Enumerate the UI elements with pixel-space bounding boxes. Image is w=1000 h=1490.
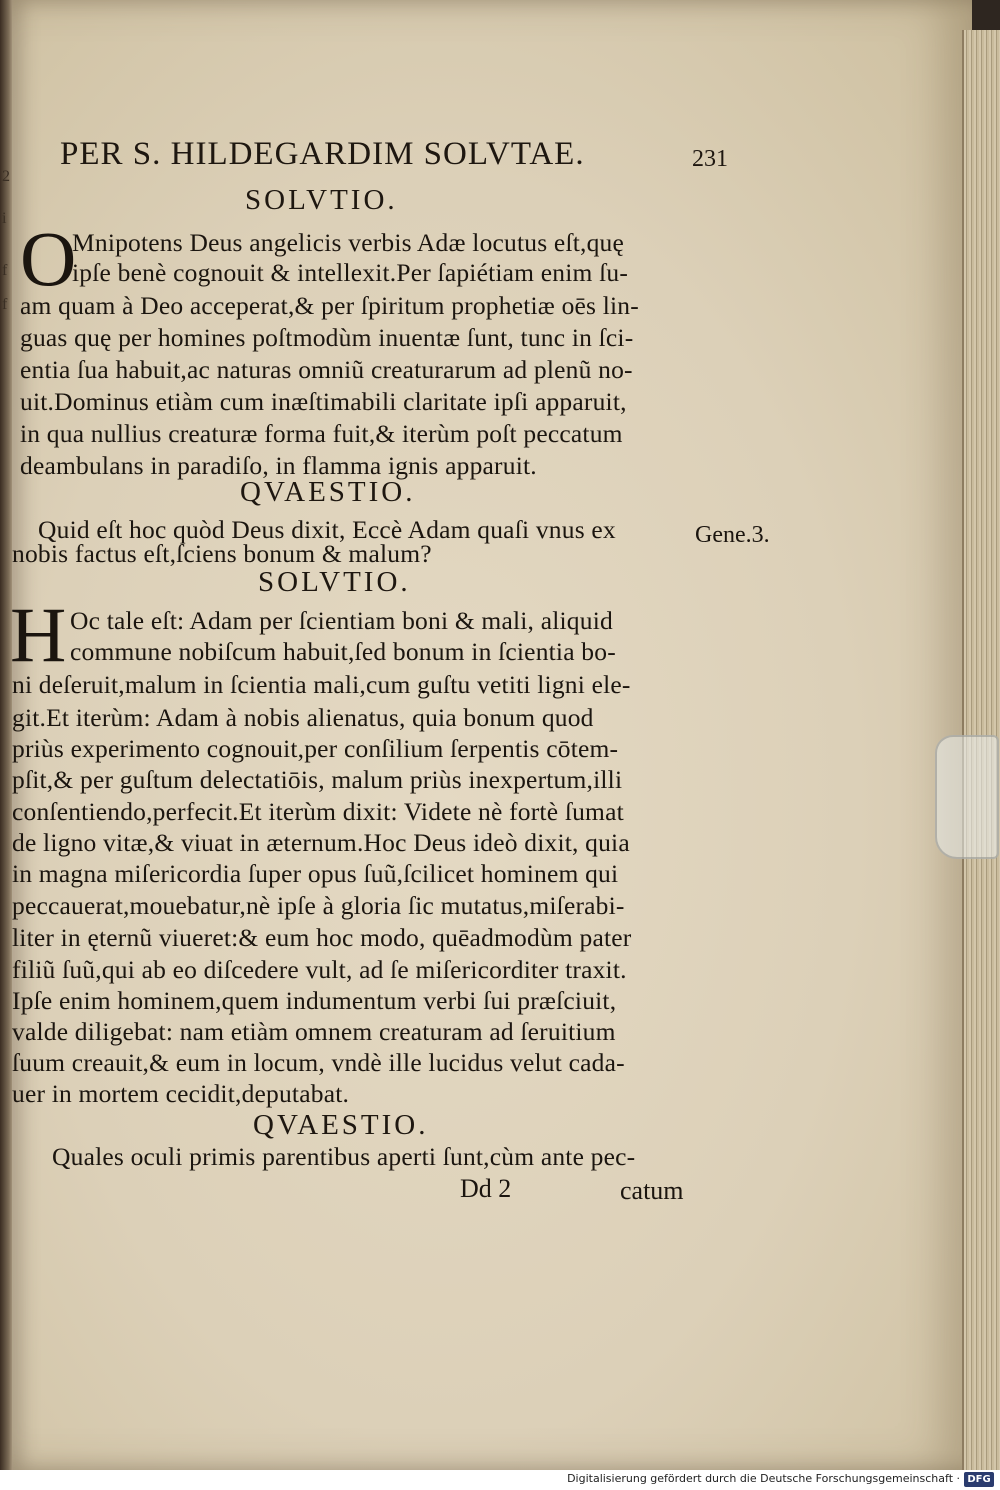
text-line: ni deſeruit,malum in ſcientia mali,cum guſtu vetiti ligni ele-	[12, 670, 631, 699]
text-line: in magna miſericordia ſuper opus ſuũ,ſcilicet hominem qui	[12, 859, 619, 888]
text-line: priùs experimento cognouit,per conſilium ſerpentis cōtem-	[12, 734, 619, 763]
text-line: entia ſua habuit,ac naturas omniũ creaturarum ad plenũ no-	[20, 355, 633, 384]
text-line: deambulans in paradiſo, in flamma ignis apparuit.	[20, 451, 537, 480]
margin-char: f	[2, 296, 8, 313]
section-heading-solutio: SOLVTIO.	[258, 566, 411, 598]
text-line: valde diligebat: nam etiàm omnem creaturam ad ſeruitium	[12, 1017, 616, 1046]
text-line: Mnipotens Deus angelicis verbis Adæ locutus eſt,quę	[72, 228, 625, 257]
text-line: Oc tale eſt: Adam per ſcientiam boni & mali, aliquid	[70, 606, 613, 635]
catchword: catum	[620, 1176, 684, 1205]
dfg-logo: DFG	[964, 1472, 994, 1487]
running-head: PER S. HILDEGARDIM SOLVTAE.	[60, 136, 585, 172]
text-line: Ipſe enim hominem,quem indumentum verbi ſui præſciuit,	[12, 986, 617, 1015]
credit-bar	[0, 1470, 1000, 1490]
paper-clip-tab	[935, 735, 999, 859]
section-heading-solutio: SOLVTIO.	[245, 184, 398, 216]
credit-text: Digitalisierung gefördert durch die Deutsche Forschungsgemeinschaft ·	[567, 1472, 960, 1485]
page-number: 231	[692, 146, 728, 172]
text-line: Quales oculi primis parentibus aperti ſunt,cùm ante pec-	[52, 1142, 636, 1171]
text-line: nobis factus eſt,ſciens bonum & malum?	[12, 539, 432, 568]
text-line: uer in mortem cecidit,deputabat.	[12, 1079, 350, 1108]
text-line: in qua nullius creaturæ forma fuit,& iterùm poſt peccatum	[20, 419, 623, 448]
section-heading-quaestio: QVAESTIO.	[240, 476, 416, 508]
text-line: conſentiendo,perfecit.Et iterùm dixit: Videte nè fortè ſumat	[12, 797, 624, 826]
text-line: ipſe benè cognouit & intellexit.Per ſapiétiam enim ſu-	[72, 258, 629, 287]
text-line: ſuum creauit,& eum in locum, vndè ille lucidus velut cada-	[12, 1048, 625, 1077]
text-line: guas quę per homines poſtmodùm inuentæ ſunt, tunc in ſci-	[20, 323, 634, 352]
margin-note: Gene.3.	[695, 522, 770, 548]
text-line: commune nobiſcum habuit,ſed bonum in ſcientia bo-	[70, 637, 616, 666]
text-line: pſit,& per guſtum delectatiōis, malum priùs inexpertum,illi	[12, 765, 623, 794]
text-line: uit.Dominus etiàm cum inæſtimabili claritate ipſi apparuit,	[20, 387, 627, 416]
margin-char: 2	[2, 168, 10, 185]
drop-initial: H	[10, 591, 67, 678]
text-line: liter in ęternũ viueret:& eum hoc modo, quēadmodùm pater	[12, 923, 632, 952]
text-line: Quid eſt hoc quòd Deus dixit, Eccè Adam quaſi vnus ex	[38, 515, 616, 544]
text-line: de ligno vitæ,& viuat in æternum.Hoc Deus ideò dixit, quia	[12, 828, 630, 857]
text-line: git.Et iterùm: Adam à nobis alienatus, quia bonum quod	[12, 703, 594, 732]
margin-char: i	[2, 210, 7, 227]
drop-initial: O	[20, 215, 77, 302]
text-line: filiũ ſuũ,qui ab eo diſcedere vult, ad ſe miſericorditer traxit.	[12, 955, 627, 984]
text-line: peccauerat,mouebatur,nè ipſe à gloria ſic mutatus,miſerabi-	[12, 891, 625, 920]
signature-mark: Dd 2	[460, 1174, 512, 1203]
text-line: am quam à Deo acceperat,& per ſpiritum prophetiæ oēs lin-	[20, 291, 639, 320]
section-heading-quaestio: QVAESTIO.	[253, 1109, 429, 1141]
margin-char: f	[2, 262, 8, 279]
